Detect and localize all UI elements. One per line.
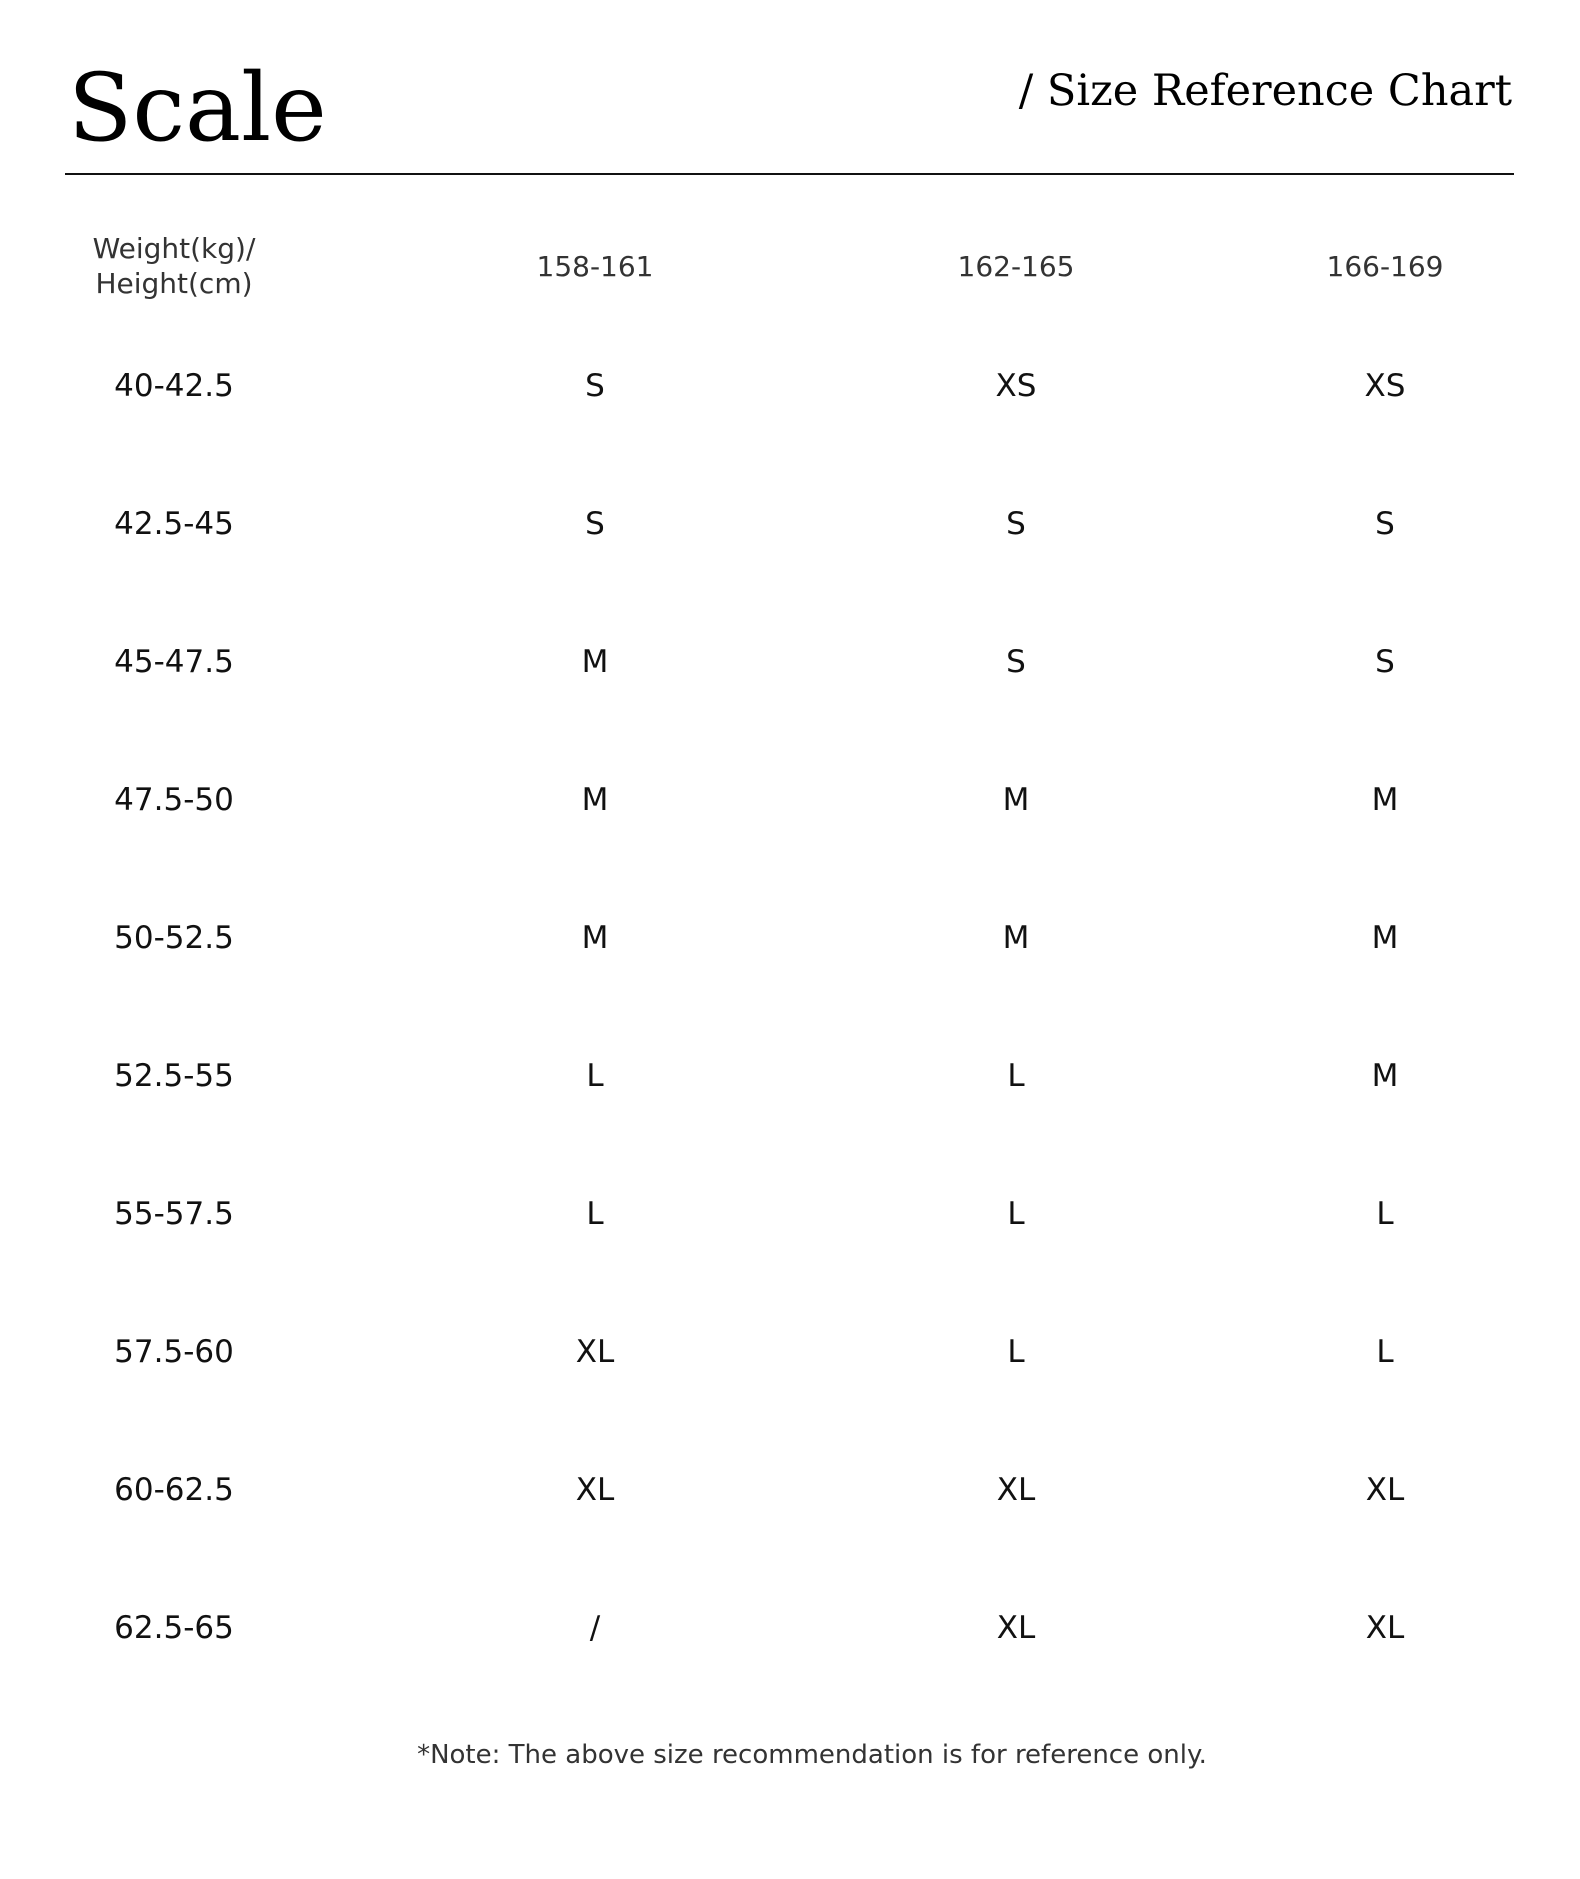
corner-header — [0, 215, 348, 317]
page-title: Scale — [68, 54, 327, 163]
page-subtitle: / Size Reference Chart — [1018, 66, 1512, 116]
row-weight-label: 45-47.5 — [114, 644, 234, 680]
table-row — [0, 869, 1580, 1007]
table-row — [0, 1145, 1580, 1283]
table-row — [0, 1283, 1580, 1421]
size-cell: XL — [575, 1472, 615, 1508]
row-weight-label: 40-42.5 — [114, 368, 234, 404]
size-cell: L — [1007, 1334, 1025, 1370]
size-cell: L — [586, 1058, 604, 1094]
size-cell: S — [585, 506, 605, 542]
size-cell: M — [581, 920, 609, 956]
size-cell: M — [1371, 920, 1399, 956]
size-cell: M — [1002, 920, 1030, 956]
size-cell: XL — [996, 1610, 1036, 1646]
table-row — [0, 1421, 1580, 1559]
row-weight-label: 50-52.5 — [114, 920, 234, 956]
row-weight-label: 42.5-45 — [114, 506, 234, 542]
row-weight-label: 57.5-60 — [114, 1334, 234, 1370]
title-divider — [65, 173, 1514, 175]
size-cell: L — [1376, 1196, 1394, 1232]
size-cell: M — [1002, 782, 1030, 818]
row-weight-label: 52.5-55 — [114, 1058, 234, 1094]
row-weight-label: 55-57.5 — [114, 1196, 234, 1232]
table-row — [0, 731, 1580, 869]
size-cell: / — [589, 1610, 601, 1646]
size-cell: M — [1371, 1058, 1399, 1094]
size-cell: XS — [1364, 368, 1406, 404]
corner-header-weight: Weight(kg)/ — [92, 232, 256, 265]
size-cell: S — [1375, 506, 1395, 542]
table-row — [0, 1007, 1580, 1145]
size-cell: XL — [1365, 1610, 1405, 1646]
size-cell: XL — [996, 1472, 1036, 1508]
size-cell: S — [1375, 644, 1395, 680]
table-header-row — [0, 215, 1580, 317]
size-cell: S — [585, 368, 605, 404]
size-reference-table — [0, 215, 1580, 1697]
size-cell: L — [1376, 1334, 1394, 1370]
row-weight-label: 60-62.5 — [114, 1472, 234, 1508]
size-cell: M — [1371, 782, 1399, 818]
size-cell: S — [1006, 506, 1026, 542]
size-cell: L — [586, 1196, 604, 1232]
corner-header-height: Height(cm) — [95, 267, 253, 300]
row-weight-label: 47.5-50 — [114, 782, 234, 818]
size-cell: L — [1007, 1058, 1025, 1094]
row-weight-label: 62.5-65 — [114, 1610, 234, 1646]
size-cell: M — [581, 644, 609, 680]
table-row — [0, 1559, 1580, 1697]
table-row — [0, 593, 1580, 731]
size-cell: XL — [575, 1334, 615, 1370]
column-header: 166-169 — [1326, 249, 1444, 283]
column-header: 162-165 — [957, 249, 1075, 283]
column-header: 158-161 — [536, 249, 654, 283]
size-cell: XS — [995, 368, 1037, 404]
table-row — [0, 455, 1580, 593]
size-cell: XL — [1365, 1472, 1405, 1508]
size-cell: L — [1007, 1196, 1025, 1232]
footnote: *Note: The above size recommendation is for reference only. — [417, 1740, 1207, 1770]
size-cell: S — [1006, 644, 1026, 680]
table-row — [0, 317, 1580, 455]
size-cell: M — [581, 782, 609, 818]
